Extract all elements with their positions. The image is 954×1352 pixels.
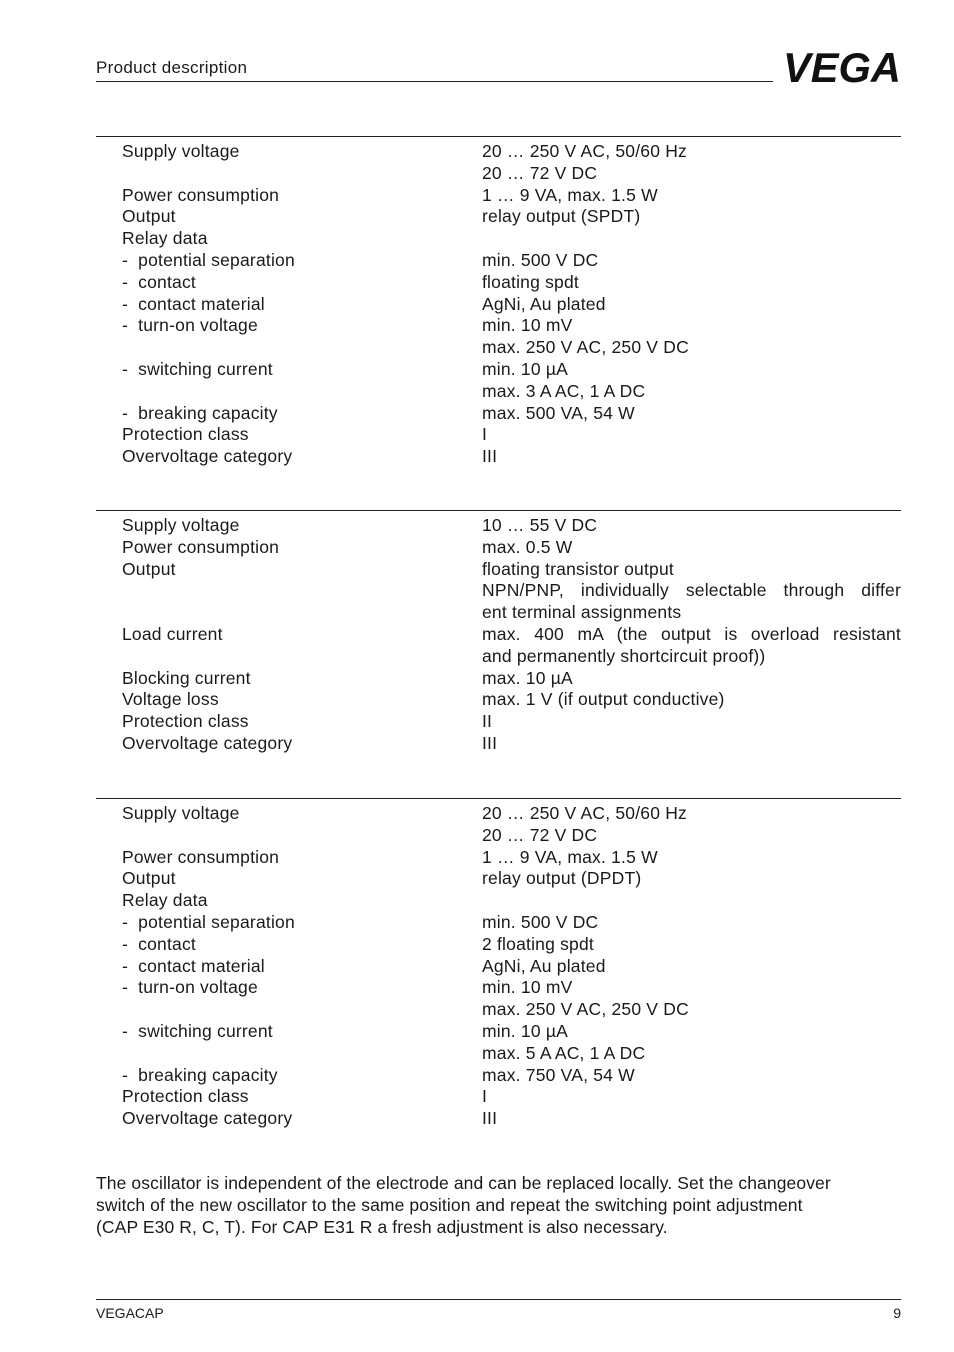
spec-value [482,956,901,978]
spec-row [122,403,901,425]
spec-row [122,228,901,250]
spec-value-line: 1 … 9 VA, max. 1.5 W [482,184,658,205]
spec-value [482,890,901,912]
spec-label: Output [122,868,176,889]
spec-row [122,185,901,207]
spec-value [482,359,901,403]
spec-value [482,185,901,207]
spec-value-line: max. 400 mA (the output is overload resistant [482,623,901,644]
spec-label: Supply voltage [122,515,240,535]
spec-value-line: III [482,446,498,467]
spec-value-line: AgNi, Au plated [482,293,606,314]
spec-value-line: max. 500 VA, 54 W [482,402,635,423]
section-rule-3 [96,798,901,799]
spec-value [482,559,901,624]
spec-value-line: min. 10 µA [482,358,569,379]
spec-value-line [482,228,901,250]
spec-value-line: I [482,424,488,445]
note-line: (CAP E30 R, C, T). For CAP E31 R a fresh adjustment is also necessary. [96,1217,668,1237]
spec-value-line: floating spdt [482,271,579,292]
spec-value [482,250,901,272]
spec-value-line: floating transistor output [482,558,674,579]
spec-value-line: max. 5 A AC, 1 A DC [482,1042,646,1063]
section-rule-1 [96,136,901,137]
spec-row [122,315,901,359]
spec-label: - switching current [122,1020,273,1041]
spec-row [122,868,901,890]
spec-row [122,272,901,294]
spec-row [122,250,901,272]
spec-value-line: I [482,1086,488,1107]
spec-value-line: 20 … 250 V AC, 50/60 Hz [482,141,687,161]
spec-value [482,1086,901,1108]
spec-row [122,711,901,733]
spec-label: Protection class [122,424,249,445]
spec-value [482,668,901,690]
spec-label: - contact [122,271,196,292]
spec-row [122,1108,901,1130]
spec-row [122,803,901,847]
spec-value-line: min. 10 µA [482,1020,569,1041]
spec-value [482,689,901,711]
page-header-title: Product description [96,58,248,77]
spec-table-2 [122,515,901,755]
spec-value [482,1108,901,1130]
spec-row [122,890,901,912]
spec-value [482,537,901,559]
spec-label: Output [122,206,176,227]
spec-row [122,424,901,446]
spec-row [122,537,901,559]
spec-label: Power consumption [122,536,280,557]
spec-value-line: II [482,711,493,732]
footer-product-name: VEGACAP [96,1305,164,1321]
spec-value [482,847,901,869]
spec-value [482,228,901,250]
spec-value-line: ent terminal assignments [482,602,682,623]
spec-value [482,403,901,425]
spec-value-line: min. 500 V DC [482,249,599,270]
spec-row [122,1065,901,1087]
spec-value-line: 10 … 55 V DC [482,515,598,535]
spec-value-line: max. 10 µA [482,667,573,688]
spec-row [122,359,901,403]
spec-value [482,624,901,668]
spec-row [122,1086,901,1108]
spec-table-1 [122,141,901,468]
spec-value-line: max. 1 V (if output conductive) [482,689,725,710]
spec-value-line: III [482,1108,498,1129]
spec-value [482,515,901,537]
spec-label: Supply voltage [122,803,240,823]
spec-value [482,315,901,359]
spec-row [122,294,901,316]
spec-label: - contact [122,933,196,954]
spec-label: - contact material [122,955,265,976]
spec-label: Blocking current [122,667,251,688]
spec-label: - potential separation [122,249,295,270]
spec-value-line: 2 floating spdt [482,933,594,954]
spec-value [482,1021,901,1065]
spec-label: Relay data [122,228,208,249]
spec-value [482,1065,901,1087]
spec-row [122,624,901,668]
spec-value-line: relay output (SPDT) [482,206,641,227]
spec-row [122,847,901,869]
spec-label: Relay data [122,890,208,911]
spec-row [122,668,901,690]
spec-value-line: relay output (DPDT) [482,868,642,889]
spec-label: Power consumption [122,846,280,867]
footer-rule [96,1299,901,1300]
spec-row [122,977,901,1021]
spec-value-line: max. 3 A AC, 1 A DC [482,380,646,401]
spec-label: Power consumption [122,184,280,205]
spec-value-line: max. 250 V AC, 250 V DC [482,999,689,1020]
spec-value [482,934,901,956]
spec-value [482,868,901,890]
note-line: switch of the new oscillator to the same position and repeat the switching point adjustment [96,1195,803,1215]
spec-row [122,559,901,624]
spec-value [482,206,901,228]
spec-value-line: max. 750 VA, 54 W [482,1064,635,1085]
spec-label: Protection class [122,1086,249,1107]
spec-value-line: min. 500 V DC [482,911,599,932]
spec-row [122,689,901,711]
page-number: 9 [893,1305,901,1321]
spec-value [482,294,901,316]
spec-label: - turn-on voltage [122,977,258,998]
spec-value-line: III [482,732,498,753]
spec-label: - contact material [122,293,265,314]
spec-value-line: min. 10 mV [482,315,573,336]
spec-value [482,912,901,934]
oscillator-note [96,1172,901,1238]
spec-label: Load current [122,623,223,644]
spec-label: Supply voltage [122,141,240,161]
spec-value [482,272,901,294]
spec-value-line: 20 … 72 V DC [482,824,598,845]
spec-label: - turn-on voltage [122,315,258,336]
spec-row [122,912,901,934]
spec-value-line: 20 … 72 V DC [482,162,598,183]
spec-table-3 [122,803,901,1130]
spec-value [482,711,901,733]
spec-row [122,733,901,755]
spec-label: - breaking capacity [122,1064,278,1085]
header-rule [96,81,773,82]
spec-row [122,934,901,956]
spec-value-line: max. 0.5 W [482,536,573,557]
spec-label: Overvoltage category [122,1108,293,1129]
spec-row [122,515,901,537]
spec-row [122,1021,901,1065]
spec-label: Output [122,558,176,579]
vega-logo-text: VEGA [783,50,901,84]
spec-value-line: 20 … 250 V AC, 50/60 Hz [482,803,687,823]
spec-label: - switching current [122,358,273,379]
spec-label: Voltage loss [122,689,219,710]
spec-label: Overvoltage category [122,732,293,753]
spec-value [482,141,901,185]
spec-value-line: max. 250 V AC, 250 V DC [482,337,689,358]
spec-row [122,206,901,228]
spec-row [122,956,901,978]
section-rule-2 [96,510,901,511]
spec-label: Protection class [122,711,249,732]
spec-value-line: AgNi, Au plated [482,955,606,976]
spec-value [482,977,901,1021]
spec-value [482,424,901,446]
spec-value [482,803,901,847]
spec-value [482,733,901,755]
spec-value-line: NPN/PNP, individually selectable through differ [482,580,901,601]
spec-value-line: and permanently shortcircuit proof)) [482,645,766,666]
spec-label: - breaking capacity [122,402,278,423]
vega-logo [783,50,901,84]
spec-row [122,446,901,468]
spec-value-line: 1 … 9 VA, max. 1.5 W [482,846,658,867]
spec-value-line [482,890,901,912]
spec-value [482,446,901,468]
spec-row [122,141,901,185]
spec-label: - potential separation [122,911,295,932]
note-line: The oscillator is independent of the electrode and can be replaced locally. Set the changeover [96,1173,831,1193]
spec-value-line: min. 10 mV [482,977,573,998]
spec-label: Overvoltage category [122,446,293,467]
